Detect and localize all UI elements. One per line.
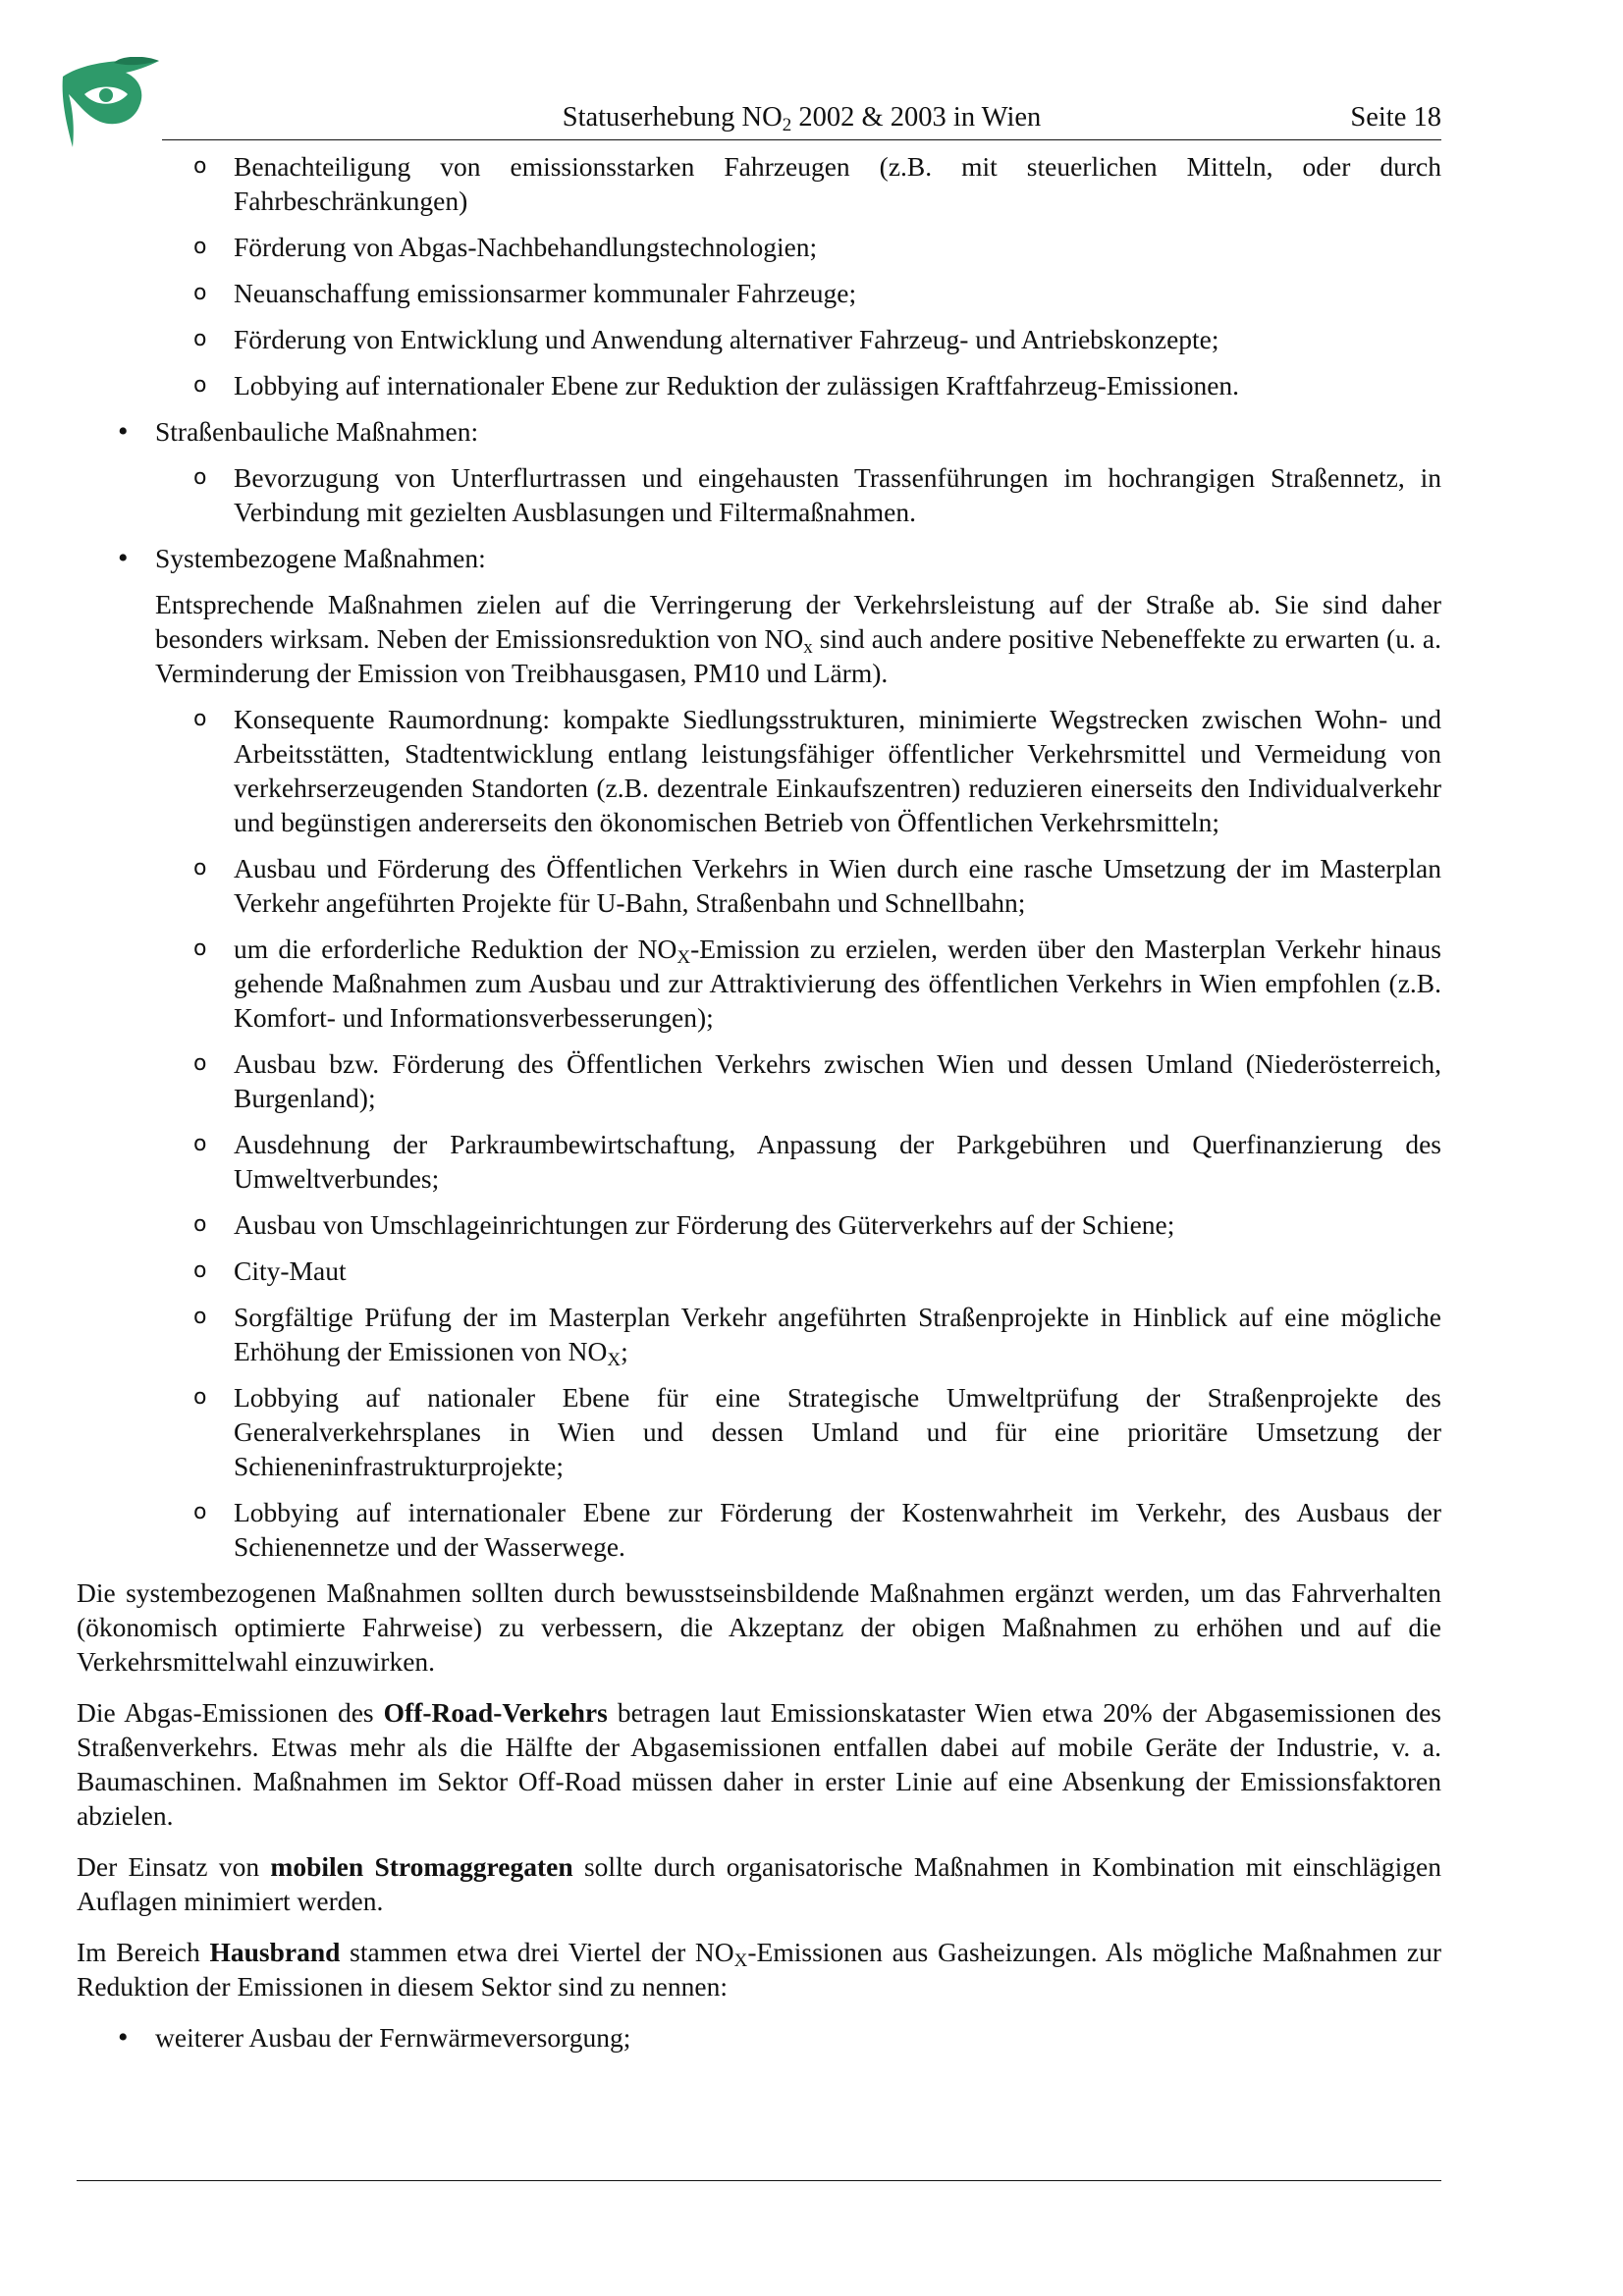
list-item: o Sorgfältige Prüfung der im Masterplan Verkehr angeführten Straßenprojekte in Hinblick auf eine mögliche Erhöhung der Emissionen von $NO_X$; [193, 1302, 1441, 1370]
paragraph-hausbrand: Im Bereich Hausbrand stammen etwa drei Viertel der $NO_X$-Emissionen aus Gasheizungen. Als mögliche Maßnahmen zur Reduktion der Emissionen in diesem Sektor sind zu nennen: [77, 1937, 1441, 2002]
paragraph-stromaggregate: Der Einsatz von mobilen Stromaggregaten sollte durch organisatorische Maßnahmen in Kombination mit einschlägigen Auflagen minimiert werden. [77, 1851, 1441, 1916]
list-item: o Lobbying auf internationaler Ebene zur Reduktion der zulässigen Kraftfahrzeug-Emissionen. [193, 370, 1240, 400]
eye-leaf-logo-icon [57, 57, 165, 151]
bullet-strassenbau: • Straßenbauliche Maßnahmen: [118, 415, 479, 448]
header-title: Statuserhebung $NO_2$ 2002 & 2003 in Wien [562, 102, 1042, 135]
list-item: o Förderung von Abgas-Nachbehandlungstechnologien; [193, 232, 818, 262]
list-item: o Ausdehnung der Parkraumbewirtschaftung, Anpassung der Parkgebühren und Querfinanzierung des Umweltverbundes; [193, 1129, 1441, 1194]
list-item: o Ausbau von Umschlageinrichtungen zur Förderung des Güterverkehrs auf der Schiene; [193, 1209, 1175, 1240]
list-item: o Konsequente Raumordnung: kompakte Siedlungsstrukturen, minimierte Wegstrecken zwischen Wohn- und Arbeitsstätten, Stadtentwicklung entlang leistungsfähiger öffentlicher Verkehrsmittel und Vermeidung von verkehrserzeugenden Standorten (z.B. dezentrale Einkaufszentren) reduzieren einerseits den Individualverkehr und begünstigen andererseits den ökonomischen Betrieb von Öffentlichen Verkehrsmitteln; [193, 704, 1441, 837]
paragraph-system: Die systembezogenen Maßnahmen sollten durch bewusstseinsbildende Maßnahmen ergänzt werden, um das Fahrverhalten (ökonomisch optimierte Fahrweise) zu verbessern, die Akzeptanz der obigen Maßnahmen zu erhöhen und auf die Verkehrsmittelwahl einzuwirken. [77, 1577, 1441, 1677]
page-number: Seite 18 [1350, 102, 1441, 133]
bullet-system: • Systembezogene Maßnahmen: [118, 542, 486, 574]
bullet-fernwaerme: • weiterer Ausbau der Fernwärmeversorgung; [118, 2021, 631, 2054]
page-header [162, 96, 1441, 140]
paragraph-offroad: Die Abgas-Emissionen des Off-Road-Verkehrs betragen laut Emissionskataster Wien etwa 20% der Abgasemissionen des Straßenverkehrs. Etwas mehr als die Hälfte der Abgasemissionen entfallen dabei auf mobile Geräte der Industrie, v. a. Baumaschinen. Maßnahmen im Sektor Off-Road müssen daher in erster Linie auf eine Absenkung der Emissionsfaktoren abzielen. [77, 1697, 1441, 1831]
list-item: o um die erforderliche Reduktion der $NO_X$-Emission zu erzielen, werden über den Masterplan Verkehr hinaus gehende Maßnahmen zum Ausbau und zur Attraktivierung des öffentlichen Verkehrs in Wien empfohlen (z.B. Komfort- und Informationsverbesserungen); [193, 934, 1442, 1033]
list-item: o Ausbau bzw. Förderung des Öffentlichen Verkehrs zwischen Wien und dessen Umland (Niederösterreich, Burgenland); [193, 1048, 1441, 1113]
system-intro: Entsprechende Maßnahmen zielen auf die Verringerung der Verkehrsleistung auf der Straße ab. Sie sind daher besonders wirksam. Neben der Emissionsreduktion von $NO_x$ sind auch andere positive Nebeneffekte zu erwarten (u. a. Verminderung der Emission von Treibhausgasen, PM10 und Lärm). [155, 589, 1441, 688]
footer-divider [77, 2180, 1441, 2181]
list-item: o Lobbying auf internationaler Ebene zur Förderung der Kostenwahrheit im Verkehr, des Ausbaus der Schienennetze und der Wasserwege. [193, 1497, 1441, 1562]
document-body [77, 149, 1441, 2066]
list-item: o Neuanschaffung emissionsarmer kommunaler Fahrzeuge; [193, 278, 857, 308]
list-item: o Lobbying auf nationaler Ebene für eine Strategische Umweltprüfung der Straßenprojekte des Generalverkehrsplanes in Wien und dessen Umland und für eine prioritäre Umsetzung der Schieneninfrastrukturprojekte; [193, 1382, 1441, 1481]
list-item: o City-Maut [193, 1255, 347, 1286]
list-item: o Bevorzugung von Unterflurtrassen und eingehausten Trassenführungen im hochrangigen Straßennetz, in Verbindung mit gezielten Ausblasungen und Filtermaßnahmen. [193, 462, 1441, 527]
list-item: o Förderung von Entwicklung und Anwendung alternativer Fahrzeug- und Antriebskonzepte; [193, 324, 1219, 354]
list-item: o Benachteiligung von emissionsstarken Fahrzeugen (z.B. mit steuerlichen Mitteln, oder durch Fahrbeschränkungen) [193, 151, 1441, 216]
list-item: o Ausbau und Förderung des Öffentlichen Verkehrs in Wien durch eine rasche Umsetzung der im Masterplan Verkehr angeführten Projekte für U-Bahn, Straßenbahn und Schnellbahn; [193, 853, 1441, 918]
